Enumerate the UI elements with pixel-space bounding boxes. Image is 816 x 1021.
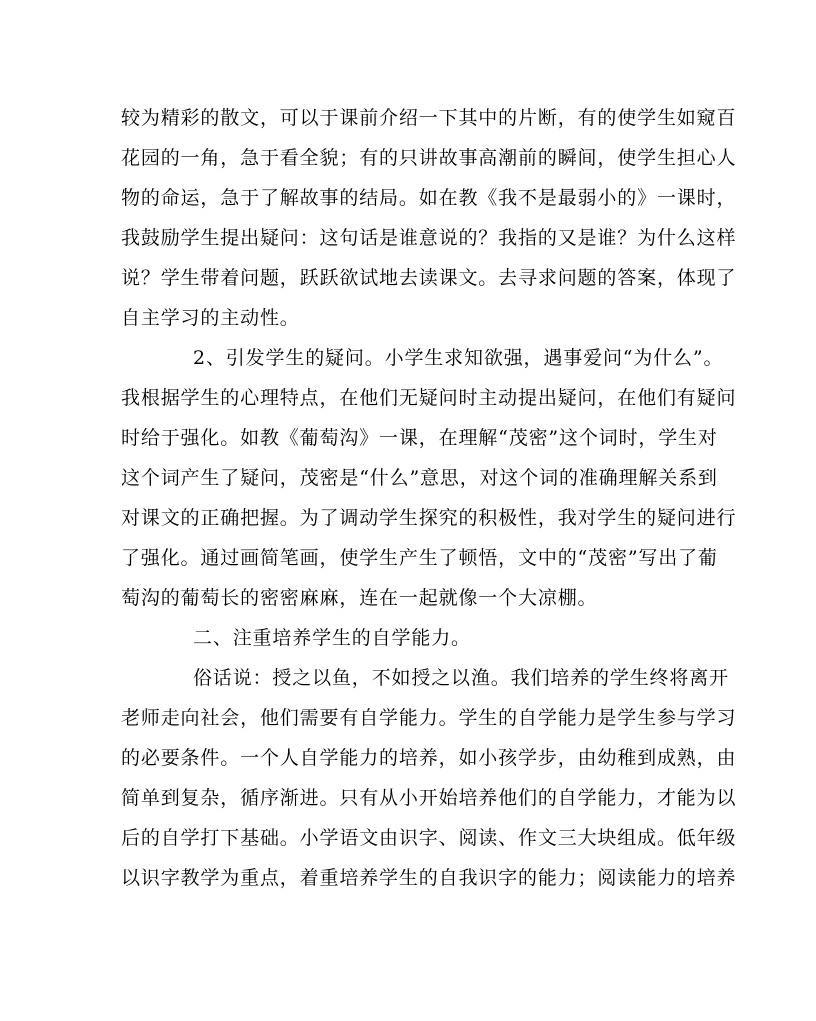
text-line: 我鼓励学生提出疑问：这句话是谁意说的？我指的又是谁？为什么这样 [121, 227, 737, 249]
text-line: 2、引发学生的疑问。小学生求知欲强，遇事爱问“为什么”。 [193, 347, 724, 369]
text-line: 萄沟的葡萄长的密密麻麻，连在一起就像一个大凉棚。 [121, 587, 598, 609]
section-heading: 二、注重培养学生的自学能力。 [193, 627, 471, 649]
text-line: 自主学习的主动性。 [121, 307, 300, 329]
text-line: 简单到复杂，循序渐进。只有从小开始培养他们的自学能力，才能为以 [121, 787, 737, 809]
text-line: 的必要条件。一个人自学能力的培养，如小孩学步，由幼稚到成熟，由 [121, 747, 737, 769]
text-line: 对课文的正确把握。为了调动学生探究的积极性，我对学生的疑问进行 [121, 507, 737, 529]
text-line: 老师走向社会，他们需要有自学能力。学生的自学能力是学生参与学习 [121, 707, 737, 729]
text-line: 后的自学打下基础。小学语文由识字、阅读、作文三大块组成。低年级 [121, 827, 737, 849]
text-line: 这个词产生了疑问，茂密是“什么”意思，对这个词的准确理解关系到 [121, 467, 718, 489]
text-line: 了强化。通过画简笔画，使学生产生了顿悟，文中的“茂密”写出了葡 [121, 547, 718, 569]
text-line: 我根据学生的心理特点，在他们无疑问时主动提出疑问，在他们有疑问 [121, 387, 737, 409]
text-line: 花园的一角，急于看全貌；有的只讲故事高潮前的瞬间，使学生担心人 [121, 147, 737, 169]
text-line: 时给于强化。如教《葡萄沟》一课，在理解“茂密”这个词时，学生对 [121, 427, 718, 449]
text-line: 较为精彩的散文，可以于课前介绍一下其中的片断，有的使学生如窥百 [121, 107, 737, 129]
text-line: 说？学生带着问题，跃跃欲试地去读课文。去寻求问题的答案，体现了 [121, 267, 737, 289]
text-line: 俗话说：授之以鱼，不如授之以渔。我们培养的学生终将离开 [193, 667, 729, 689]
text-line: 以识字教学为重点，着重培养学生的自我识字的能力；阅读能力的培养 [121, 867, 737, 889]
text-line: 物的命运，急于了解故事的结局。如在教《我不是最弱小的》一课时， [121, 187, 737, 209]
